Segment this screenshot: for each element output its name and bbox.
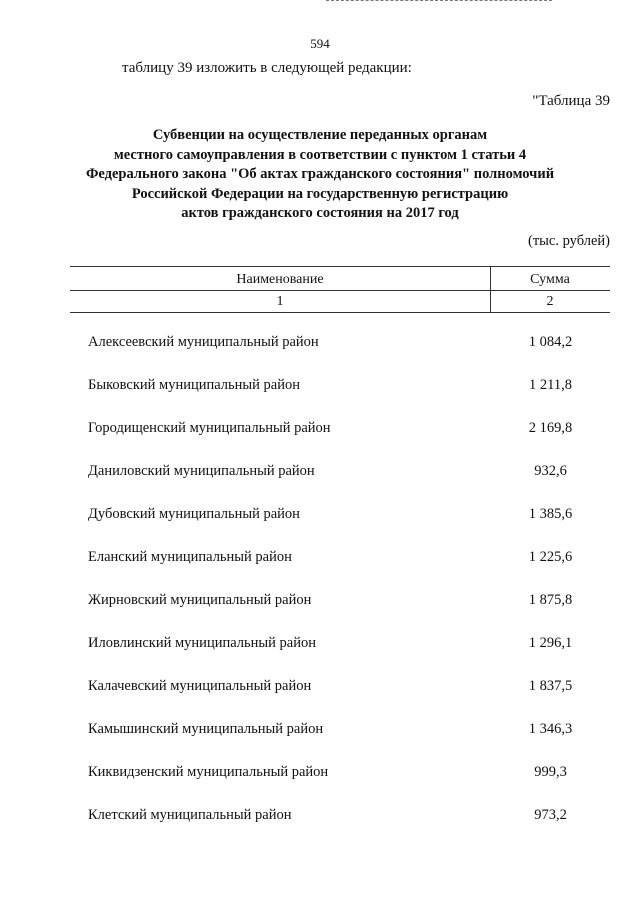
table-row (0, 592, 640, 635)
row-name: Клетский муниципальный район (88, 807, 292, 823)
table-row (0, 334, 640, 377)
table-row (0, 420, 640, 463)
header-col-number-2: 2 (546, 294, 554, 309)
units-label: (тыс. рублей) (528, 233, 610, 249)
table-row (0, 506, 640, 549)
table-row (0, 635, 640, 678)
row-sum: 2 169,8 (528, 420, 573, 436)
table-body (0, 334, 640, 850)
row-sum: 1 225,6 (528, 549, 573, 565)
title-line: актов гражданского состояния на 2017 год (181, 205, 459, 221)
table-row (0, 463, 640, 506)
row-name: Иловлинский муниципальный район (88, 635, 316, 651)
row-name: Жирновский муниципальный район (88, 592, 312, 608)
table-row (0, 549, 640, 592)
row-sum: 999,3 (534, 764, 567, 780)
row-name: Калачевский муниципальный район (88, 678, 312, 694)
header-col-number-1: 1 (276, 294, 284, 309)
row-sum: 1 837,5 (528, 678, 573, 694)
header-middle-rule (70, 290, 610, 291)
row-name: Городищенский муниципальный район (88, 420, 331, 436)
row-name: Алексеевский муниципальный район (88, 334, 319, 350)
table-row (0, 678, 640, 721)
table-row (0, 807, 640, 850)
table-caption: "Таблица 39 (532, 93, 610, 109)
title-line: Субвенции на осуществление переданных органам (152, 127, 488, 143)
header-top-rule (70, 266, 610, 267)
title-line: Российской Федерации на государственную регистрацию (131, 185, 509, 202)
table-row (0, 377, 640, 420)
top-scan-mark (326, 0, 552, 3)
row-sum: 1 385,6 (528, 506, 573, 522)
row-sum: 973,2 (534, 807, 567, 823)
row-name: Дубовский муниципальный район (88, 506, 300, 522)
row-sum: 1 875,8 (528, 592, 573, 608)
row-name: Камышинский муниципальный район (88, 721, 324, 737)
header-bottom-rule (70, 312, 610, 313)
row-name: Киквидзенский муниципальный район (88, 764, 329, 780)
title-line: Федерального закона "Об актах гражданского состояния" полномочий (85, 166, 555, 182)
table-row (0, 764, 640, 807)
row-sum: 1 084,2 (528, 334, 573, 350)
row-sum: 1 346,3 (528, 721, 573, 737)
header-name: Наименование (236, 272, 324, 287)
page-number: 594 (310, 36, 330, 51)
row-sum: 1 296,1 (528, 635, 573, 651)
document-title (0, 126, 640, 224)
row-sum: 1 211,8 (529, 377, 572, 393)
intro-text: таблицу 39 изложить в следующей редакции: (122, 60, 412, 76)
table-row (0, 721, 640, 764)
row-name: Еланский муниципальный район (88, 549, 292, 565)
row-sum: 932,6 (534, 463, 567, 479)
row-name: Быковский муниципальный район (88, 377, 300, 393)
header-sum: Сумма (530, 272, 570, 287)
title-line: местного самоуправления в соответствии с пунктом 1 статьи 4 (113, 146, 527, 163)
row-name: Даниловский муниципальный район (88, 463, 315, 479)
